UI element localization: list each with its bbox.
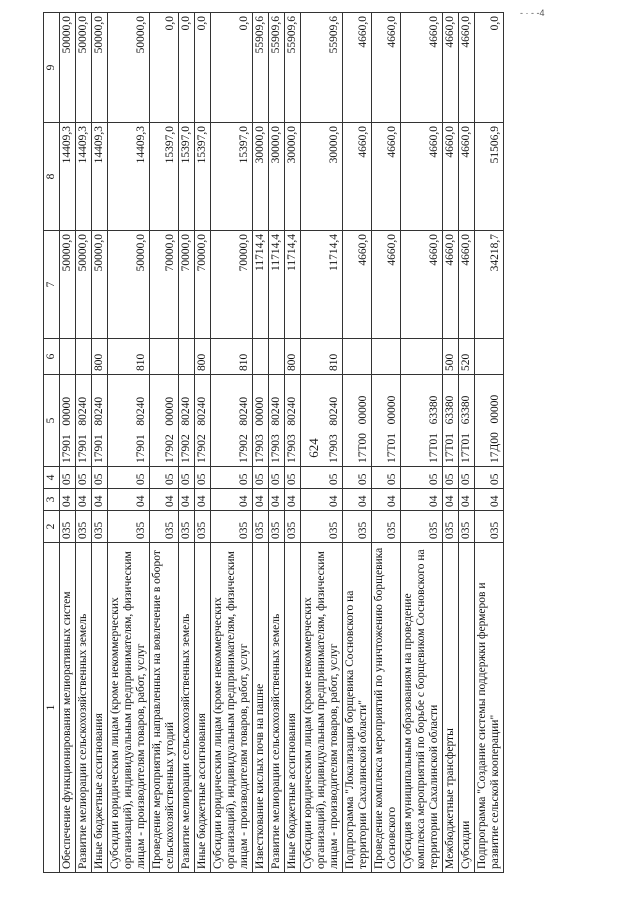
page-number: 624 [306, 438, 321, 458]
col-header-2: 2 [44, 511, 60, 543]
row-target-program: 17902 [238, 434, 250, 463]
row-subsection: 05 [108, 467, 150, 489]
row-expense-type [401, 339, 443, 375]
row-name: Развитие мелиорации сельскохозяйственных земель [269, 543, 285, 873]
row-target-direction: 80240 [238, 396, 250, 426]
row-ved: 035 [343, 511, 372, 543]
row-expense-type [475, 339, 504, 375]
row-subsection: 05 [401, 467, 443, 489]
row-sum-2021: 15397,0 [195, 123, 211, 231]
row-target-program: 17Т01 [428, 432, 440, 463]
row-target-direction: 00000 [386, 395, 398, 425]
row-subsection: 05 [475, 467, 504, 489]
row-sum-2022: 50000,0 [108, 13, 150, 123]
row-subsection: 05 [301, 467, 343, 489]
row-expense-type [150, 339, 179, 375]
row-expense-type: 810 [301, 339, 343, 375]
row-sum-2020: 11714,4 [301, 231, 343, 339]
row-target [108, 375, 150, 467]
row-expense-type: 810 [211, 339, 253, 375]
row-name: Обеспечение функционирования мелиоративных систем [60, 543, 76, 873]
row-expense-type: 800 [285, 339, 301, 375]
row-sum-2021: 4660,0 [443, 123, 459, 231]
row-sum-2022: 4660,0 [443, 13, 459, 123]
row-sum-2021: 4660,0 [459, 123, 475, 231]
row-target-direction: 00000 [164, 396, 176, 426]
row-sum-2020: 11714,4 [253, 231, 269, 339]
row-target-direction: 80240 [93, 396, 105, 426]
row-sum-2021: 14409,3 [108, 123, 150, 231]
row-section: 04 [179, 489, 195, 511]
col-header-3: 3 [44, 489, 60, 511]
row-name: Субсидия муниципальным образованиям на проведение комплекса мероприятий по борьбе с борщевиком Сосновского на территории Сахалинской области [401, 543, 443, 873]
row-target [443, 375, 459, 467]
row-ved: 035 [179, 511, 195, 543]
row-name: Субсидии юридическим лицам (кроме некоммерческих организаций), индивидуальным предпринимателям, физическим лицам - производителям товаров, работ, услуг [211, 543, 253, 873]
row-expense-type [76, 339, 92, 375]
row-target [475, 375, 504, 467]
row-subsection: 05 [76, 467, 92, 489]
row-ved: 035 [253, 511, 269, 543]
row-target-direction: 80240 [328, 396, 340, 426]
row-target [459, 375, 475, 467]
row-sum-2022: 4660,0 [343, 13, 372, 123]
row-target-program: 17Т00 [357, 432, 369, 463]
col-header-5: 5 [44, 375, 60, 467]
row-target-program: 17903 [270, 434, 282, 463]
row-target-program: 17Т01 [444, 432, 456, 463]
row-subsection: 05 [92, 467, 108, 489]
row-sum-2020: 4660,0 [372, 231, 401, 339]
row-target-program: 17901 [77, 434, 89, 463]
row-target [76, 375, 92, 467]
row-sum-2020: 4660,0 [459, 231, 475, 339]
row-name: Иные бюджетные ассигнования [285, 543, 301, 873]
row-expense-type [253, 339, 269, 375]
row-sum-2022: 55909,6 [285, 13, 301, 123]
table-row [92, 13, 108, 873]
row-expense-type: 500 [443, 339, 459, 375]
table-row [150, 13, 179, 873]
row-subsection: 05 [179, 467, 195, 489]
row-ved: 035 [92, 511, 108, 543]
row-sum-2021: 30000,0 [285, 123, 301, 231]
row-ved: 035 [401, 511, 443, 543]
row-target-program: 17Д00 [489, 432, 501, 463]
budget-table [43, 12, 504, 873]
row-ved: 035 [443, 511, 459, 543]
row-section: 04 [108, 489, 150, 511]
row-subsection: 05 [195, 467, 211, 489]
row-target [343, 375, 372, 467]
row-subsection: 05 [60, 467, 76, 489]
table-row [253, 13, 269, 873]
table-row [211, 13, 253, 873]
row-section: 04 [301, 489, 343, 511]
row-name: Субсидии [459, 543, 475, 873]
row-target-direction: 80240 [180, 396, 192, 426]
row-ved: 035 [60, 511, 76, 543]
row-section: 04 [76, 489, 92, 511]
row-target [195, 375, 211, 467]
row-name: Развитие мелиорации сельскохозяйственных земель [76, 543, 92, 873]
row-target-program: 17903 [286, 434, 298, 463]
row-sum-2022: 0,0 [179, 13, 195, 123]
row-sum-2022: 55909,6 [253, 13, 269, 123]
row-ved: 035 [150, 511, 179, 543]
row-ved: 035 [211, 511, 253, 543]
column-numbers-row [44, 13, 60, 873]
row-sum-2022: 0,0 [150, 13, 179, 123]
row-target-direction: 80240 [135, 396, 147, 426]
table-row [372, 13, 401, 873]
row-sum-2021: 4660,0 [343, 123, 372, 231]
table-row [475, 13, 504, 873]
table-row [108, 13, 150, 873]
row-sum-2020: 4660,0 [401, 231, 443, 339]
row-ved: 035 [76, 511, 92, 543]
row-ved: 035 [301, 511, 343, 543]
row-target [253, 375, 269, 467]
row-ved: 035 [108, 511, 150, 543]
row-ved: 035 [269, 511, 285, 543]
row-sum-2020: 4660,0 [343, 231, 372, 339]
row-target-program: 17903 [328, 434, 340, 463]
row-subsection: 05 [459, 467, 475, 489]
row-ved: 035 [285, 511, 301, 543]
row-section: 04 [269, 489, 285, 511]
table-row [76, 13, 92, 873]
row-name: Субсидии юридическим лицам (кроме некоммерческих организаций), индивидуальным предпринимателям, физическим лицам - производителям товаров, работ, услуг [108, 543, 150, 873]
row-sum-2021: 30000,0 [253, 123, 269, 231]
row-sum-2021: 14409,3 [76, 123, 92, 231]
table-row [343, 13, 372, 873]
row-expense-type [179, 339, 195, 375]
row-name: Подпрограмма "Создание системы поддержки фермеров и развитие сельской кооперации" [475, 543, 504, 873]
col-header-1: 1 [44, 543, 60, 873]
row-name: Проведение мероприятий, направленных на вовлечение в оборот сельскохозяйственных угодий [150, 543, 179, 873]
row-sum-2022: 4660,0 [372, 13, 401, 123]
row-sum-2020: 11714,4 [285, 231, 301, 339]
row-expense-type [372, 339, 401, 375]
row-target [92, 375, 108, 467]
row-target-program: 17902 [180, 434, 192, 463]
corner-mark: - · - -4 [520, 8, 545, 18]
rotated-page [43, 13, 543, 873]
row-sum-2022: 4660,0 [459, 13, 475, 123]
row-target [150, 375, 179, 467]
row-sum-2021: 15397,0 [211, 123, 253, 231]
row-target-program: 17901 [61, 434, 73, 463]
row-sum-2021: 4660,0 [372, 123, 401, 231]
row-name: Развитие мелиорации сельскохозяйственных земель [179, 543, 195, 873]
row-subsection: 05 [372, 467, 401, 489]
row-expense-type: 810 [108, 339, 150, 375]
row-target-program: 17901 [93, 434, 105, 463]
row-sum-2021: 30000,0 [269, 123, 285, 231]
row-expense-type [60, 339, 76, 375]
row-target-direction: 80240 [77, 396, 89, 426]
row-sum-2020: 34218,7 [475, 231, 504, 339]
row-name: Иные бюджетные ассигнования [92, 543, 108, 873]
row-target-program: 17902 [196, 434, 208, 463]
row-expense-type: 520 [459, 339, 475, 375]
row-sum-2022: 50000,0 [92, 13, 108, 123]
row-name: Подпрограмма "Локализация борщевика Сосновского на территории Сахалинской области" [343, 543, 372, 873]
table-row [459, 13, 475, 873]
row-ved: 035 [372, 511, 401, 543]
row-subsection: 05 [253, 467, 269, 489]
row-section: 04 [92, 489, 108, 511]
row-sum-2020: 50000,0 [92, 231, 108, 339]
col-header-8: 8 [44, 123, 60, 231]
row-target-direction: 80240 [286, 396, 298, 426]
table-row [443, 13, 459, 873]
row-ved: 035 [195, 511, 211, 543]
row-target-direction: 63380 [428, 395, 440, 425]
row-ved: 035 [459, 511, 475, 543]
row-target [179, 375, 195, 467]
row-expense-type: 800 [195, 339, 211, 375]
row-sum-2022: 4660,0 [401, 13, 443, 123]
row-sum-2020: 70000,0 [179, 231, 195, 339]
row-sum-2020: 11714,4 [269, 231, 285, 339]
row-sum-2022: 55909,6 [301, 13, 343, 123]
row-sum-2021: 4660,0 [401, 123, 443, 231]
row-expense-type [343, 339, 372, 375]
row-subsection: 05 [150, 467, 179, 489]
row-sum-2022: 0,0 [195, 13, 211, 123]
row-sum-2020: 50000,0 [108, 231, 150, 339]
row-target [285, 375, 301, 467]
row-sum-2021: 51506,9 [475, 123, 504, 231]
row-target-program: 17903 [254, 434, 266, 463]
row-sum-2020: 50000,0 [60, 231, 76, 339]
row-target [401, 375, 443, 467]
row-target [211, 375, 253, 467]
row-name: Известкование кислых почв на пашне [253, 543, 269, 873]
row-subsection: 05 [211, 467, 253, 489]
row-section: 04 [372, 489, 401, 511]
row-target [60, 375, 76, 467]
row-sum-2021: 15397,0 [179, 123, 195, 231]
row-sum-2022: 55909,6 [269, 13, 285, 123]
row-sum-2021: 14409,3 [60, 123, 76, 231]
row-sum-2020: 70000,0 [211, 231, 253, 339]
row-expense-type: 800 [92, 339, 108, 375]
table-row [269, 13, 285, 873]
row-section: 04 [285, 489, 301, 511]
row-target-direction: 80240 [270, 396, 282, 426]
row-section: 04 [343, 489, 372, 511]
row-subsection: 05 [269, 467, 285, 489]
col-header-4: 4 [44, 467, 60, 489]
row-section: 04 [401, 489, 443, 511]
row-section: 04 [150, 489, 179, 511]
row-target [372, 375, 401, 467]
row-subsection: 05 [443, 467, 459, 489]
row-target-program: 17Т01 [460, 432, 472, 463]
row-target-direction: 00000 [489, 394, 501, 424]
row-target-program: 17901 [135, 434, 147, 463]
row-sum-2021: 15397,0 [150, 123, 179, 231]
row-sum-2021: 30000,0 [301, 123, 343, 231]
table-row [60, 13, 76, 873]
row-sum-2022: 50000,0 [60, 13, 76, 123]
row-sum-2020: 50000,0 [76, 231, 92, 339]
row-target-program: 17902 [164, 434, 176, 463]
row-sum-2021: 14409,3 [92, 123, 108, 231]
table-row [179, 13, 195, 873]
row-section: 04 [60, 489, 76, 511]
table-row [401, 13, 443, 873]
row-name: Иные бюджетные ассигнования [195, 543, 211, 873]
row-target-direction: 00000 [254, 396, 266, 426]
col-header-6: 6 [44, 339, 60, 375]
col-header-7: 7 [44, 231, 60, 339]
row-target-direction: 00000 [61, 396, 73, 426]
row-section: 04 [195, 489, 211, 511]
row-section: 04 [211, 489, 253, 511]
row-ved: 035 [475, 511, 504, 543]
row-target-direction: 00000 [357, 395, 369, 425]
row-target-direction: 80240 [196, 396, 208, 426]
row-sum-2022: 0,0 [475, 13, 504, 123]
row-section: 04 [459, 489, 475, 511]
row-name: Проведение комплекса мероприятий по уничтожению борщевика Сосновского [372, 543, 401, 873]
row-name: Межбюджетные трансферты [443, 543, 459, 873]
table-row [195, 13, 211, 873]
row-sum-2020: 70000,0 [195, 231, 211, 339]
row-sum-2020: 70000,0 [150, 231, 179, 339]
row-name: Субсидии юридическим лицам (кроме некоммерческих организаций), индивидуальным предпринимателям, физическим лицам - производителям товаров, работ, услуг [301, 543, 343, 873]
row-target-direction: 63380 [444, 395, 456, 425]
row-subsection: 05 [285, 467, 301, 489]
row-section: 04 [443, 489, 459, 511]
table-row [285, 13, 301, 873]
row-sum-2022: 0,0 [211, 13, 253, 123]
row-section: 04 [253, 489, 269, 511]
table-row [301, 13, 343, 873]
row-target [269, 375, 285, 467]
row-expense-type [269, 339, 285, 375]
row-target [301, 375, 343, 467]
col-header-9: 9 [44, 13, 60, 123]
row-target-direction: 63380 [460, 395, 472, 425]
row-subsection: 05 [343, 467, 372, 489]
row-target-program: 17Т01 [386, 432, 398, 463]
row-sum-2020: 4660,0 [443, 231, 459, 339]
row-sum-2022: 50000,0 [76, 13, 92, 123]
row-section: 04 [475, 489, 504, 511]
